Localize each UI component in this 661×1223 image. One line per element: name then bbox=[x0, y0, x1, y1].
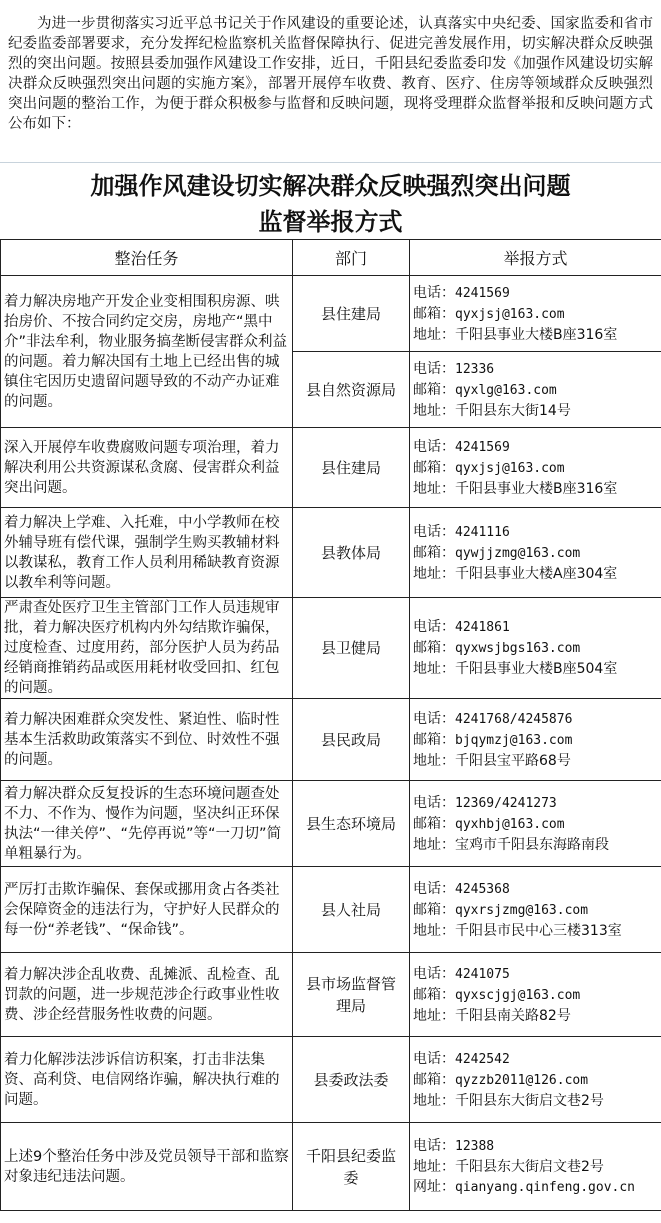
contact-label: 邮箱： bbox=[413, 459, 455, 476]
contact-label: 地址： bbox=[413, 480, 455, 497]
contact-label: 地址： bbox=[413, 752, 455, 769]
contact-line bbox=[413, 543, 658, 564]
dept-cell: 县自然资源局 bbox=[293, 352, 410, 428]
contact-label: 邮箱： bbox=[413, 731, 455, 748]
contact-label: 邮箱： bbox=[413, 815, 455, 832]
task-cell: 着力解决上学难、入托难，中小学教师在校外辅导班有偿代课，强制学生购买教辅材料以教谋私，教育工作人员利用稀缺教育资源以教牟利等问题。 bbox=[1, 508, 293, 598]
contact-value: 12336 bbox=[455, 361, 495, 377]
title-line-2: 监督举报方式 bbox=[258, 207, 403, 236]
contact-value: 千阳县宝平路68号 bbox=[455, 752, 571, 769]
contact-line bbox=[413, 304, 658, 325]
contact-value: qyxlg@163.com bbox=[455, 382, 557, 398]
contact-value: 千阳县事业大楼B座316室 bbox=[455, 326, 618, 343]
contact-label: 地址： bbox=[413, 565, 455, 582]
contact-value: bjqymzj@163.com bbox=[455, 732, 573, 748]
contact-value: 4241116 bbox=[455, 524, 510, 540]
contact-label: 地址： bbox=[413, 836, 455, 853]
contact-value: 千阳县东大街14号 bbox=[455, 402, 571, 419]
contact-value: 4241768/4245876 bbox=[455, 711, 573, 727]
contact-value: qyxwsjbgs163.com bbox=[455, 641, 581, 656]
dept-cell: 县教体局 bbox=[293, 508, 410, 598]
header-task: 整治任务 bbox=[1, 240, 293, 276]
contact-line bbox=[413, 751, 658, 771]
contact-label: 电话： bbox=[413, 438, 455, 455]
contact-cell bbox=[410, 508, 661, 598]
task-cell: 着力解决涉企乱收费、乱摊派、乱检查、乱罚款的问题，进一步规范涉企行政事业性收费、涉企经营服务性收费的问题。 bbox=[1, 953, 293, 1037]
dept-cell: 千阳县纪委监委 bbox=[293, 1123, 410, 1211]
contact-label: 地址： bbox=[413, 1158, 455, 1175]
contact-value: 4241861 bbox=[455, 620, 510, 635]
contact-line bbox=[413, 325, 658, 345]
contact-line bbox=[413, 564, 658, 584]
header-dept: 部门 bbox=[293, 240, 410, 276]
dept-cell: 县生态环境局 bbox=[293, 781, 410, 867]
contact-value: 千阳县事业大楼B座504室 bbox=[455, 661, 618, 677]
contact-line bbox=[413, 1177, 658, 1198]
table-row bbox=[1, 428, 661, 508]
contact-value: 12369/4241273 bbox=[455, 795, 557, 811]
contact-cell bbox=[410, 598, 661, 699]
page-title bbox=[0, 164, 661, 239]
dept-cell: 县住建局 bbox=[293, 276, 410, 352]
contact-cell bbox=[410, 867, 661, 953]
contact-line bbox=[413, 985, 658, 1006]
task-cell: 着力解决困难群众突发性、紧迫性、临时性基本生活救助政策落实不到位、时效性不强的问题。 bbox=[1, 699, 293, 781]
contact-label: 邮箱： bbox=[413, 544, 455, 561]
contact-label: 电话： bbox=[413, 965, 455, 982]
contact-cell bbox=[410, 428, 661, 508]
dept-cell: 县卫健局 bbox=[293, 598, 410, 699]
contact-value: 12388 bbox=[455, 1138, 495, 1154]
contact-line bbox=[413, 730, 658, 751]
contact-value: 4245368 bbox=[455, 881, 510, 897]
contact-value: 千阳县事业大楼A座304室 bbox=[455, 565, 618, 582]
contact-value: qyxjsj@163.com bbox=[455, 460, 565, 476]
task-cell: 严肃查处医疗卫生主管部门工作人员违规审批，着力解决医疗机构内外勾结欺诈骗保，过度检查、过度用药，部分医护人员为药品经销商推销药品或医用耗材收受回扣、红包的问题。 bbox=[1, 598, 293, 699]
contact-label: 电话： bbox=[413, 1137, 455, 1154]
contact-value: qyzzb2011@126.com bbox=[455, 1072, 589, 1088]
contact-line bbox=[413, 458, 658, 479]
table-row bbox=[1, 781, 661, 867]
contact-line bbox=[413, 835, 658, 855]
contact-line bbox=[413, 522, 658, 543]
contact-cell bbox=[410, 1123, 661, 1211]
dept-cell: 县委政法委 bbox=[293, 1037, 410, 1123]
contact-value: qyxrsjzmg@163.com bbox=[455, 902, 589, 918]
contact-label: 电话： bbox=[413, 619, 455, 635]
contact-cell bbox=[410, 276, 661, 352]
contact-value: qianyang.qinfeng.gov.cn bbox=[455, 1179, 636, 1195]
contact-line bbox=[413, 617, 658, 638]
contact-cell bbox=[410, 953, 661, 1037]
contact-label: 邮箱： bbox=[413, 901, 455, 918]
contact-label: 电话： bbox=[413, 794, 455, 811]
table-row bbox=[1, 276, 661, 352]
contact-line bbox=[413, 359, 658, 380]
contact-value: 4241569 bbox=[455, 285, 510, 301]
contact-cell bbox=[410, 1037, 661, 1123]
table-row bbox=[1, 508, 661, 598]
contact-value: 千阳县东大街启文巷2号 bbox=[455, 1158, 604, 1175]
header-contact: 举报方式 bbox=[410, 240, 661, 276]
contact-value: 4241075 bbox=[455, 966, 510, 982]
contact-value: 千阳县市民中心三楼313室 bbox=[455, 922, 622, 939]
contact-line bbox=[413, 964, 658, 985]
contact-label: 电话： bbox=[413, 880, 455, 897]
contact-line bbox=[413, 709, 658, 730]
contact-label: 邮箱： bbox=[413, 1071, 455, 1088]
contact-line bbox=[413, 1049, 658, 1070]
table-row bbox=[1, 699, 661, 781]
contact-value: qyxhbj@163.com bbox=[455, 816, 565, 832]
contact-value: 千阳县东大街启文巷2号 bbox=[455, 1092, 604, 1109]
contact-line bbox=[413, 879, 658, 900]
task-cell: 上述9个整治任务中涉及党员领导干部和监察对象违纪违法问题。 bbox=[1, 1123, 293, 1211]
task-cell: 着力解决群众反复投诉的生态环境问题查处不力、不作为、慢作为问题，坚决纠正环保执法“一律关停”、“先停再说”等“一刀切”简单粗暴行为。 bbox=[1, 781, 293, 867]
contact-line bbox=[413, 1157, 658, 1177]
task-cell: 深入开展停车收费腐败问题专项治理，着力解决利用公共资源谋私贪腐、侵害群众利益突出问题。 bbox=[1, 428, 293, 508]
contact-label: 邮箱： bbox=[413, 305, 455, 322]
contact-line bbox=[413, 638, 658, 659]
contact-line bbox=[413, 1006, 658, 1026]
dept-cell: 县人社局 bbox=[293, 867, 410, 953]
contact-value: 千阳县南关路82号 bbox=[455, 1007, 571, 1024]
contact-label: 地址： bbox=[413, 661, 455, 677]
table-row bbox=[1, 867, 661, 953]
contact-value: qywjjzmg@163.com bbox=[455, 545, 581, 561]
contact-cell bbox=[410, 352, 661, 428]
task-cell: 严厉打击欺诈骗保、套保或挪用贪占各类社会保障资金的违法行为，守护好人民群众的每一份“养老钱”、“保命钱”。 bbox=[1, 867, 293, 953]
contact-label: 电话： bbox=[413, 710, 455, 727]
contact-label: 邮箱： bbox=[413, 986, 455, 1003]
contact-line bbox=[413, 1136, 658, 1157]
contact-line bbox=[413, 1070, 658, 1091]
contact-label: 地址： bbox=[413, 402, 455, 419]
dept-cell: 县民政局 bbox=[293, 699, 410, 781]
contact-line bbox=[413, 1091, 658, 1111]
contact-label: 地址： bbox=[413, 1092, 455, 1109]
intro-paragraph: 为进一步贯彻落实习近平总书记关于作风建设的重要论述，认真落实中央纪委、国家监委和省市纪委监委部署要求，充分发挥纪检监察机关监督保障执行、促进完善发展作用，切实解决群众反映强烈的突出问题。按照县委加强作风建设工作安排，近日，千阳县纪委监委印发《加强作风建设切实解决群众反映强烈突出问题的实施方案》，部署开展停车收费、教育、医疗、住房等领域群众反映强烈突出问题的整治工作，为便于群众积极参与监督和反映问题，现将受理群众监督举报和反映问题方式公布如下： bbox=[0, 0, 661, 163]
table-row bbox=[1, 1123, 661, 1211]
contact-line bbox=[413, 401, 658, 421]
table-row bbox=[1, 598, 661, 699]
table-row bbox=[1, 953, 661, 1037]
contact-line bbox=[413, 380, 658, 401]
contact-line bbox=[413, 437, 658, 458]
contact-label: 地址： bbox=[413, 326, 455, 343]
table-row bbox=[1, 1037, 661, 1123]
task-cell: 着力解决房地产开发企业变相围积房源、哄抬房价、不按合同约定交房，房地产“黑中介”非法牟利，物业服务搞垄断侵害群众利益的问题。着力解决国有土地上已经出售的城镇住宅因历史遗留问题导致的不动产办证难的问题。 bbox=[1, 276, 293, 428]
contact-label: 电话： bbox=[413, 1050, 455, 1067]
contact-value: 宝鸡市千阳县东海路南段 bbox=[455, 836, 609, 853]
title-line-1: 加强作风建设切实解决群众反映强烈突出问题 bbox=[90, 171, 571, 200]
dept-cell: 县市场监督管理局 bbox=[293, 953, 410, 1037]
contact-label: 地址： bbox=[413, 1007, 455, 1024]
contact-label: 电话： bbox=[413, 523, 455, 540]
contact-label: 电话： bbox=[413, 284, 455, 301]
table-header-row bbox=[1, 240, 661, 276]
contact-value: qyxjsj@163.com bbox=[455, 306, 565, 322]
contact-line bbox=[413, 814, 658, 835]
contact-value: 4241569 bbox=[455, 439, 510, 455]
contact-value: 千阳县事业大楼B座316室 bbox=[455, 480, 618, 497]
dept-cell: 县住建局 bbox=[293, 428, 410, 508]
contact-line bbox=[413, 793, 658, 814]
contact-line bbox=[413, 479, 658, 499]
contact-label: 网址： bbox=[413, 1178, 455, 1195]
contact-line bbox=[413, 659, 658, 679]
contact-cell bbox=[410, 699, 661, 781]
contact-value: 4242542 bbox=[455, 1051, 510, 1067]
contact-cell bbox=[410, 781, 661, 867]
contact-line bbox=[413, 921, 658, 941]
contact-value: qyxscjgj@163.com bbox=[455, 987, 581, 1003]
task-cell: 着力化解涉法涉诉信访积案，打击非法集资、高利贷、电信网络诈骗，解决执行难的问题。 bbox=[1, 1037, 293, 1123]
contact-label: 邮箱： bbox=[413, 381, 455, 398]
report-table bbox=[0, 239, 661, 1211]
contact-label: 电话： bbox=[413, 360, 455, 377]
contact-line bbox=[413, 900, 658, 921]
contact-line bbox=[413, 283, 658, 304]
contact-label: 邮箱： bbox=[413, 640, 455, 656]
contact-label: 地址： bbox=[413, 922, 455, 939]
